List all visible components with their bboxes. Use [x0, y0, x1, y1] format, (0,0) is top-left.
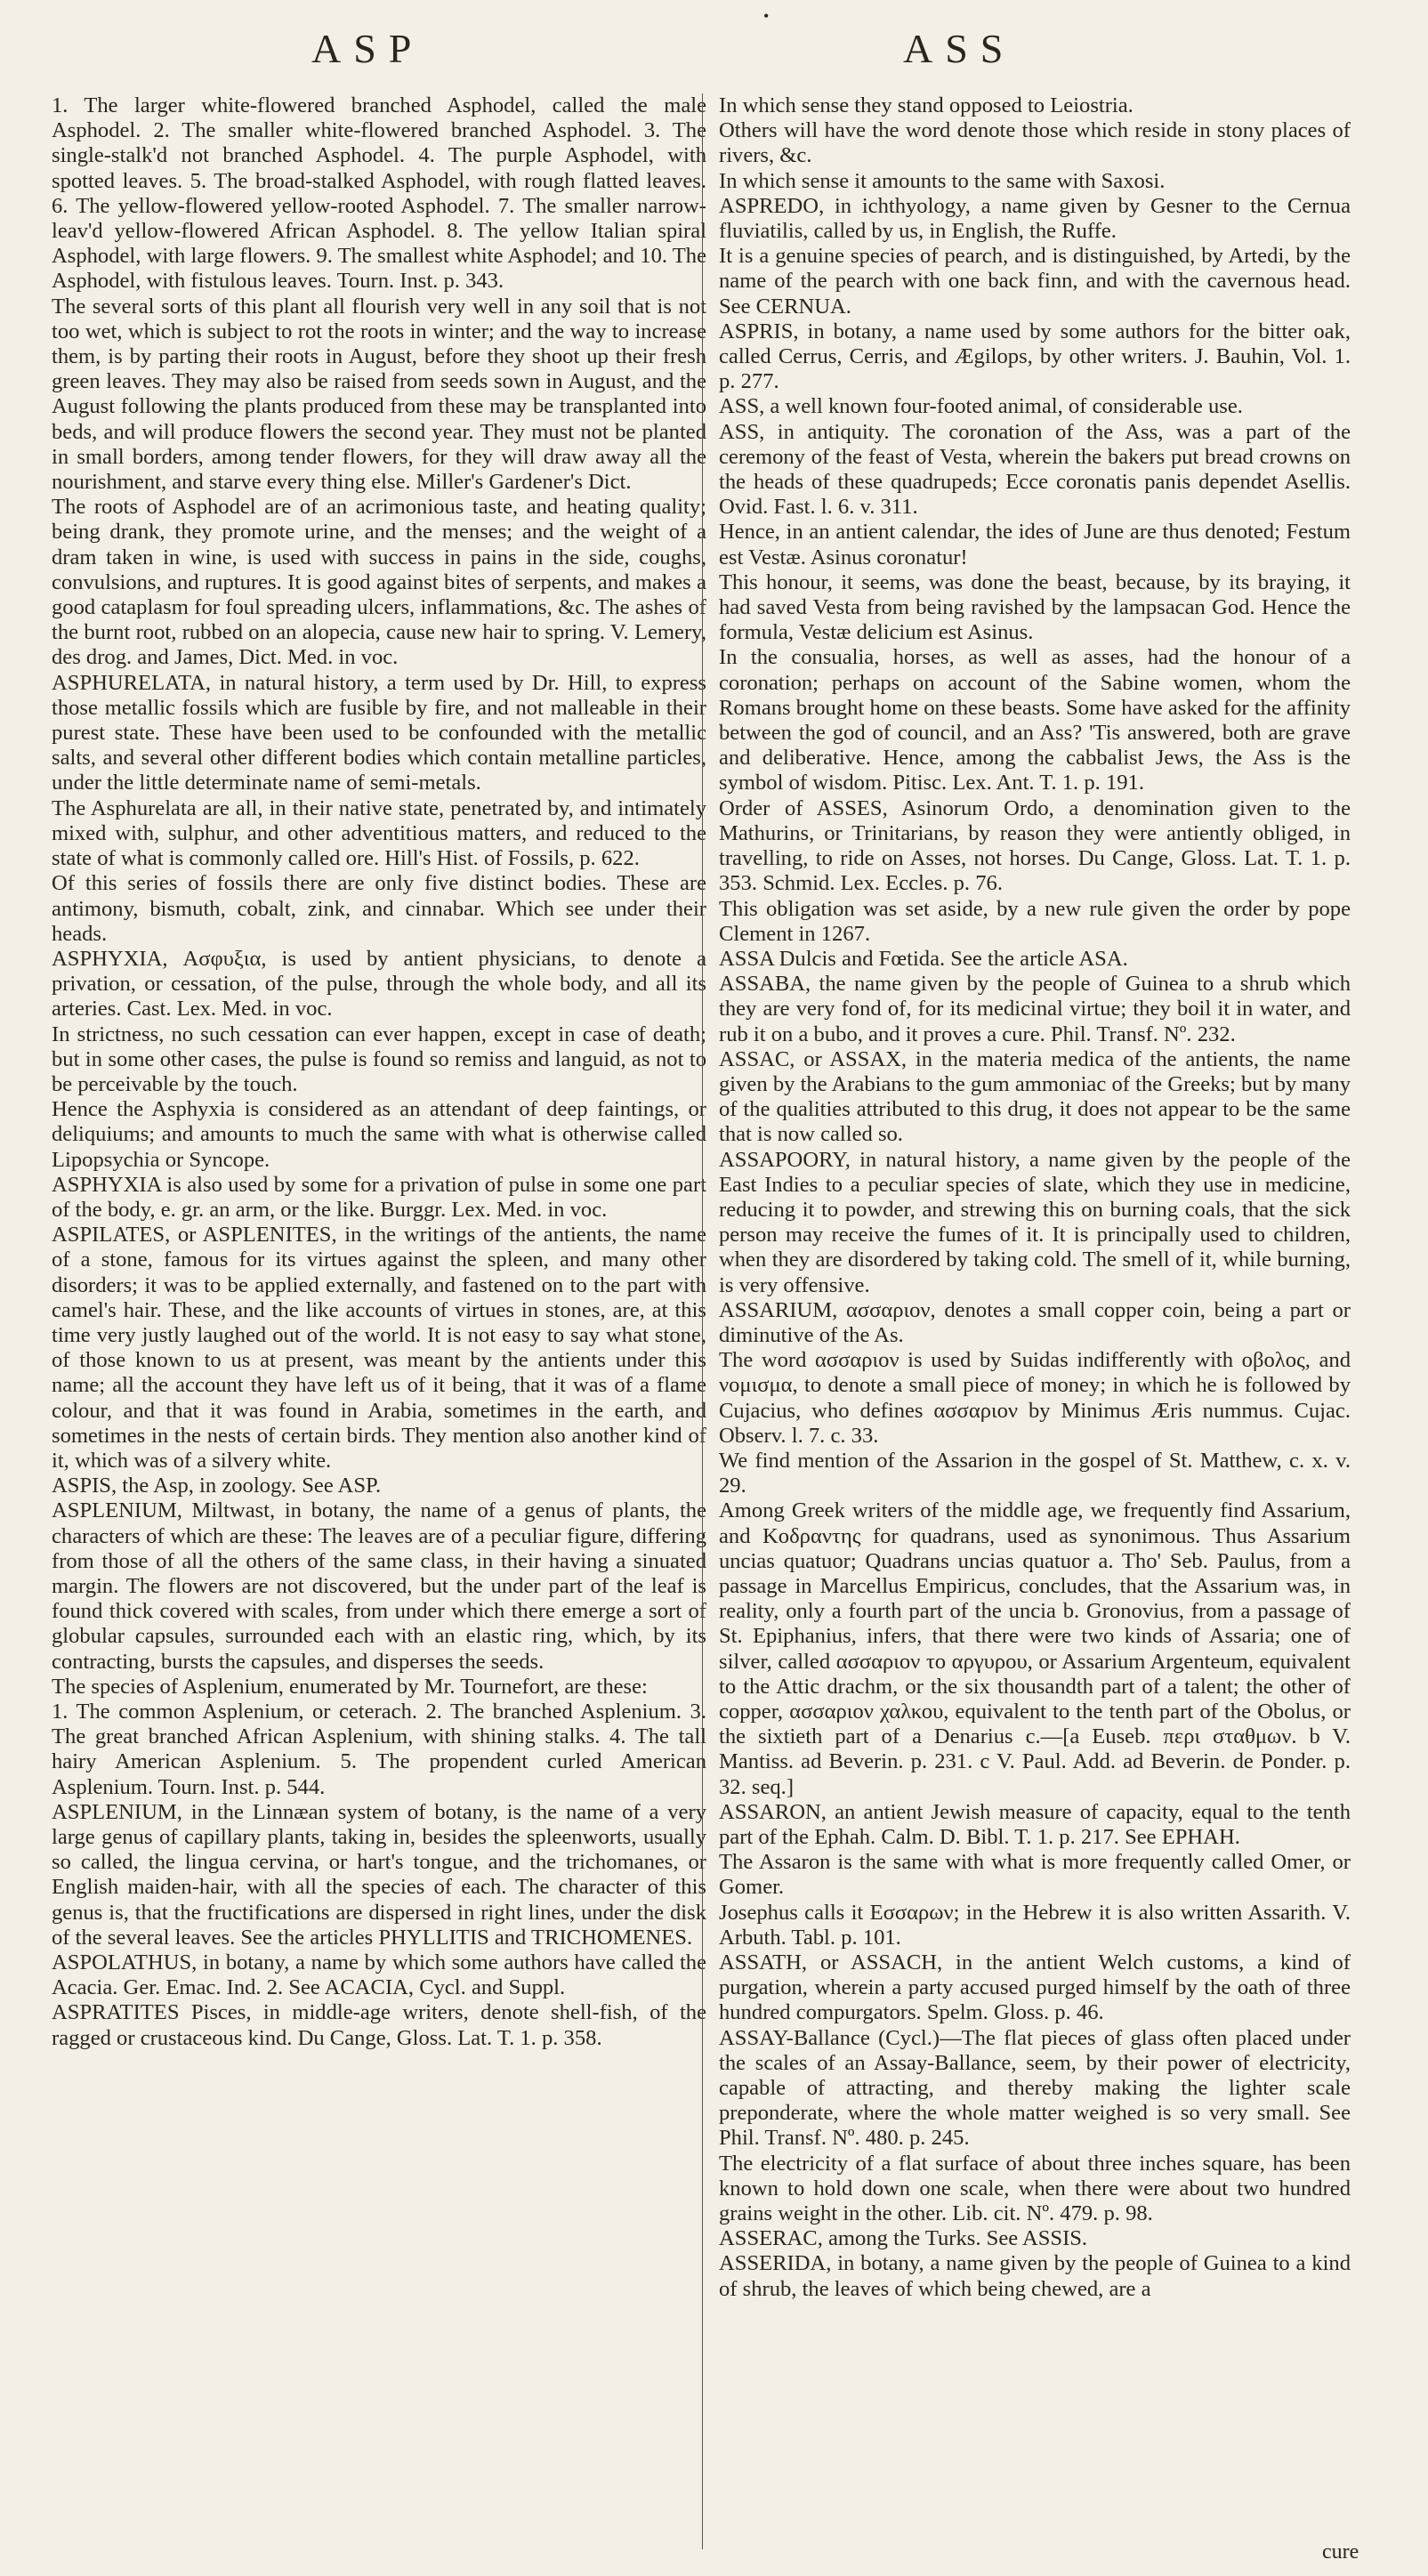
entry-paragraph: ASPIS, the Asp, in zoology. See ASP.	[52, 1474, 382, 1498]
entry-paragraph: It is a genuine species of pearch, and is distinguished, by Artedi, by the name of the pearch with one back finn, and with the cavernous head. See CERNUA.	[719, 244, 1351, 319]
entry-paragraph: The electricity of a flat surface of about three inches square, has been known to hold down one scale, when there were about two hundred grains weight in the other. Lib. cit. Nº. 479. p. 98.	[719, 2151, 1351, 2226]
entry-paragraph: ASS, in antiquity. The coronation of the Ass, was a part of the ceremony of the feast of Vesta, wherein the bakers put bread crowns on the heads of these quadrupeds; Ecce coronatis panis dependet Asellis. Ovid. Fast. l. 6. v. 311.	[719, 419, 1351, 520]
running-header-right: ASS	[903, 26, 1016, 71]
entry-paragraph: ASPHURELATA, in natural history, a term used by Dr. Hill, to express those metallic fossils which are fusible by fire, and not malleable in their purest state. These have been used to be confounded with the metallic salts, and several other different bodies which contain metalline particles, under the little determinate name of semi-metals.	[52, 670, 706, 795]
entry-paragraph: In which sense it amounts to the same with Saxosi.	[719, 168, 1166, 193]
entry-paragraph: ASPLENIUM, Miltwast, in botany, the name of a genus of plants, the characters of which are these: The leaves are of a peculiar figure, differing from those of all the others of the same class, in their having a sinuated margin. The flowers are not discovered, but the under part of the leaf is found thick covered with scales, from under which there emerge a sort of globular capsules, surrounded each with an elastic ring, which, by its contracting, bursts the capsules, and disperses the seeds.	[52, 1498, 706, 1674]
entry-paragraph: ASSATH, or ASSACH, in the antient Welch customs, a kind of purgation, wherein a party accused purged himself by the oath of three hundred compurgators. Spelm. Gloss. p. 46.	[719, 1950, 1351, 2025]
entry-paragraph: The Assaron is the same with what is more frequently called Omer, or Gomer.	[719, 1850, 1351, 1900]
entry-paragraph: ASSABA, the name given by the people of Guinea to a shrub which they are very fond of, for its medicinal virtue; they boil it in water, and rub it on a bubo, and it proves a cure. Phil. Transf. Nº. 232.	[719, 972, 1351, 1046]
entry-paragraph: ASSARIUM, ασσαριον, denotes a small copper coin, being a part or diminutive of the As.	[719, 1297, 1351, 1347]
column-divider	[702, 93, 703, 2549]
running-header-left: ASP	[311, 26, 424, 71]
entry-paragraph: This honour, it seems, was done the beast, because, by its braying, it had saved Vesta from being ravished by the lampsacan God. Hence the formula, Vestæ delicium est Asinus.	[719, 569, 1351, 645]
entry-paragraph: ASSAY-Ballance (Cycl.)—The flat pieces of glass often placed under the scales of an Assay-Ballance, seem, by their power of electricity, capable of attracting, and thereby making the lighter scale preponderate, where the whole matter weighed is so very small. See Phil. Transf. Nº. 480. p. 245.	[719, 2025, 1351, 2151]
entry-paragraph: ASS, a well known four-footed animal, of considerable use.	[719, 394, 1243, 419]
entry-paragraph: ASSAPOORY, in natural history, a name given by the people of the East Indies to a peculiar species of slate, which they use in medicine, reducing it to powder, and strewing this on burning coals, that the sick person may receive the fumes of it. It is principally used to children, when they are disordered by taking cold. The smell of it, while burning, is very offensive.	[719, 1147, 1351, 1297]
entry-paragraph: In which sense they stand opposed to Leiostria.	[719, 93, 1134, 117]
entry-paragraph: ASSARON, an antient Jewish measure of capacity, equal to the tenth part of the Ephah. Calm. D. Bibl. T. 1. p. 217. See EPHAH.	[719, 1799, 1351, 1850]
entry-paragraph: Among Greek writers of the middle age, we frequently find Assarium, and Κοδραντης for quadrans, used as synonimous. Thus Assarium uncias quatuor; Quadrans uncias quatuor a. Tho' Seb. Paulus, from a passage in Marcellus Empiricus, concludes, that the Assarium was, in reality, only a fourth part of the uncia b. Gronovius, from a passage of St. Epiphanius, infers, that there were two kinds of Assaria; one of silver, called ασσαριον το αργυρου, or Assarium Argenteum, equivalent to the Attic drachm, or the six thousandth part of a talent; the other of copper, ασσαριον χαλκου, equivalent to the tenth part of the Obolus, or the sixtieth part of a Denarius c.—[a Euseb. περι σταθμων. b V. Mantiss. ad Beverin. p. 231. c V. Paul. Add. ad Beverin. de Ponder. p. 32. seq.]	[719, 1498, 1351, 1799]
entry-paragraph: ASPHYXIA is also used by some for a privation of pulse in some one part of the body, e. gr. an arm, or the like. Burggr. Lex. Med. in voc.	[52, 1172, 706, 1222]
entry-paragraph: Of this series of fossils there are only five distinct bodies. These are antimony, bismuth, cobalt, zink, and cinnabar. Which see under their heads.	[52, 871, 706, 946]
entry-paragraph: In strictness, no such cessation can ever happen, except in case of death; but in some other cases, the pulse is found so remiss and languid, as not to be perceivable by the touch.	[52, 1022, 706, 1096]
entry-paragraph: ASSAC, or ASSAX, in the materia medica of the antients, the name given by the Arabians to the gum ammoniac of the Greeks; but by many of the qualities attributed to this drug, it does not appear to be the same that is now called so.	[719, 1046, 1351, 1147]
entry-paragraph: The word ασσαριον is used by Suidas indifferently with οβολος, and νομισμα, to denote a small piece of money; in which he is followed by Cujacius, who defines ασσαριον by Minimus Æris nummus. Cujac. Observ. l. 7. c. 33.	[719, 1348, 1351, 1448]
entry-paragraph: 1. The common Asplenium, or ceterach. 2. The branched Asplenium. 3. The great branched African Asplenium, with shining stalks. 4. The tall hairy American Asplenium. 5. The propendent curled American Asplenium. Tourn. Inst. p. 544.	[52, 1700, 706, 1799]
entry-paragraph: ASPILATES, or ASPLENITES, in the writings of the antients, the name of a stone, famous for its virtues against the spleen, and many other disorders; it was to be applied externally, and fastened on to the part with camel's hair. These, and the like accounts of virtues in stones, are, at this time very justly laughed out of the world. It is not easy to say what stone, of those known to us at present, was meant by the antients under this name; all the account they have left us of it being, that it was of a flame colour, and that it was found in Arabia, sometimes in the earth, and sometimes in the nests of certain birds. They mention also another kind of it, which was of a silvery white.	[52, 1223, 706, 1473]
entry-paragraph: Order of ASSES, Asinorum Ordo, a denomination given to the Mathurins, or Trinitarians, by reason they were antiently obliged, in travelling, to ride on Asses, not horses. Du Cange, Gloss. Lat. T. 1. p. 353. Schmid. Lex. Eccles. p. 76.	[719, 795, 1351, 896]
entry-paragraph: In the consualia, horses, as well as asses, had the honour of a coronation; perhaps on account of the Sabine women, whom the Romans brought home on these beasts. Some have asked for the affinity between the god of council, and an Ass? 'Tis answered, both are grave and deliberative. Hence, among the cabbalist Jews, the Ass is the symbol of wisdom. Pitisc. Lex. Ant. T. 1. p. 191.	[719, 645, 1351, 795]
entry-paragraph: This obligation was set aside, by a new rule given the order by pope Clement in 1267.	[719, 896, 1351, 946]
entry-paragraph: Hence, in an antient calendar, the ides of June are thus denoted; Festum est Vestæ. Asinus coronatur!	[719, 520, 1351, 569]
entry-paragraph: ASSERIDA, in botany, a name given by the people of Guinea to a kind of shrub, the leaves of which being chewed, are a	[719, 2251, 1351, 2301]
entry-paragraph: The roots of Asphodel are of an acrimonious taste, and heating quality; being drank, they promote urine, and the menses; and the weight of a dram taken in wine, is used with success in pains in the side, coughs, convulsions, and ruptures. It is good against bites of serpents, and makes a good cataplasm for foul spreading ulcers, inflammations, &c. The ashes of the burnt root, rubbed on an alopecia, cause new hair to spring. V. Lemery, des drog. and James, Dict. Med. in voc.	[52, 495, 706, 670]
entry-paragraph: The species of Asplenium, enumerated by Mr. Tournefort, are these:	[52, 1674, 648, 1699]
catchword: cure	[1322, 2540, 1359, 2564]
entry-paragraph: ASPRIS, in botany, a name used by some authors for the bitter oak, called Cerrus, Cerris, and Ægilops, by other writers. J. Bauhin, Vol. 1. p. 277.	[719, 319, 1351, 394]
entry-paragraph: Hence the Asphyxia is considered as an attendant of deep faintings, or deliquiums; and amounts to much the same with what is otherwise called Lipopsychia or Syncope.	[52, 1097, 706, 1172]
entry-paragraph: ASPREDO, in ichthyology, a name given by Gesner to the Cernua fluviatilis, called by us, in English, the Ruffe.	[719, 193, 1351, 244]
entry-paragraph: 1. The larger white-flowered branched Asphodel, called the male Asphodel. 2. The smaller white-flowered branched Asphodel. 3. The single-stalk'd not branched Asphodel. 4. The purple Asphodel, with spotted leaves. 5. The broad-stalked Asphodel, with rough flatted leaves. 6. The yellow-flowered yellow-rooted Asphodel. 7. The smaller narrow-leav'd yellow-flowered African Asphodel. 8. The yellow Italian spiral Asphodel, with large flowers. 9. The smallest white Asphodel; and 10. The Asphodel, with fistulous leaves. Tourn. Inst. p. 343.	[52, 93, 706, 294]
entry-paragraph: Josephus calls it Εσσαρων; in the Hebrew it is also written Assarith. V. Arbuth. Tabl. p. 101.	[719, 1900, 1351, 1950]
entry-paragraph: ASPOLATHUS, in botany, a name by which some authors have called the Acacia. Ger. Emac. Ind. 2. See ACACIA, Cycl. and Suppl.	[52, 1950, 706, 2000]
entry-paragraph: ASPHYXIA, Ασφυξια, is used by antient physicians, to denote a privation, or cessation, of the pulse, through the whole body, and all its arteries. Cast. Lex. Med. in voc.	[52, 946, 706, 1022]
left-column	[52, 93, 706, 2051]
entry-paragraph: ASPLENIUM, in the Linnæan system of botany, is the name of a very large genus of capillary plants, taking in, besides the spleenworts, usually so called, the lingua cervina, or hart's tongue, and the trichomanes, or English maiden-hair, with all the species of each. The character of this genus is, that the fructifications are dispersed in right lines, under the disk of the several leaves. See the articles PHYLLITIS and TRICHOMENES.	[52, 1799, 706, 1950]
entry-paragraph: The Asphurelata are all, in their native state, penetrated by, and intimately mixed with, sulphur, and other adventitious matters, and reduced to the state of what is commonly called ore. Hill's Hist. of Fossils, p. 622.	[52, 795, 706, 871]
entry-paragraph: We find mention of the Assarion in the gospel of St. Matthew, c. x. v. 29.	[719, 1448, 1351, 1498]
entry-paragraph: The several sorts of this plant all flourish very well in any soil that is not too wet, which is subject to rot the roots in winter; and the way to increase them, is by parting their roots in August, before they shoot up their fresh green leaves. They may also be raised from seeds sown in August, and the August following the plants produced from these may be transplanted into beds, and will produce flowers the second year. They must not be planted in small borders, among tender flowers, for they will draw away all the nourishment, and starve every thing else. Miller's Gardener's Dict.	[52, 294, 706, 495]
entry-paragraph: Others will have the word denote those which reside in stony places of rivers, &c.	[719, 118, 1351, 168]
page-dot-mark: •	[763, 7, 770, 25]
entry-paragraph: ASPRATITES Pisces, in middle-age writers, denote shell-fish, of the ragged or crustaceous kind. Du Cange, Gloss. Lat. T. 1. p. 358.	[52, 2000, 706, 2050]
right-column	[719, 93, 1351, 2302]
entry-paragraph: ASSERAC, among the Turks. See ASSIS.	[719, 2226, 1088, 2251]
entry-paragraph: ASSA Dulcis and Fœtida. See the article ASA.	[719, 946, 1128, 971]
